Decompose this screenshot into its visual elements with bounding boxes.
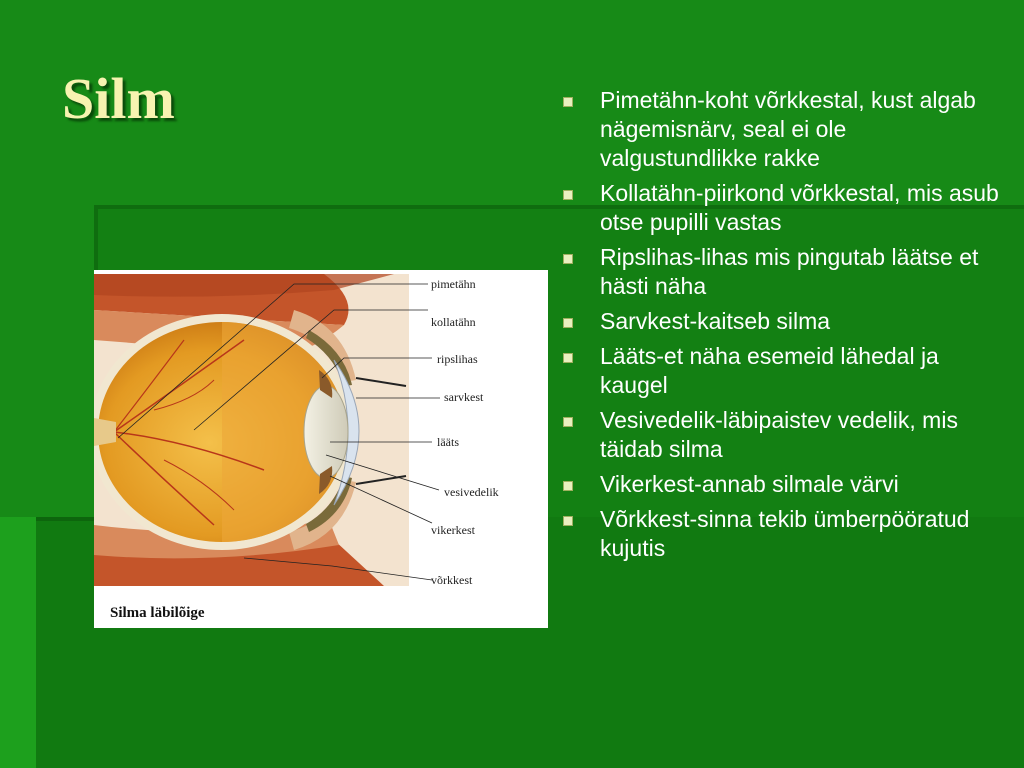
label-pimetahn: pimetähn (431, 277, 476, 291)
eye-diagram (94, 270, 548, 628)
square-bullet-icon (563, 254, 573, 264)
slide-title: Silm (62, 66, 175, 131)
bullet-item (562, 406, 1002, 464)
square-bullet-icon (563, 353, 573, 363)
square-bullet-icon (563, 190, 573, 200)
square-bullet-icon (563, 417, 573, 427)
bullet-list (562, 86, 1002, 569)
background-edge (0, 517, 36, 768)
bullet-item (562, 342, 1002, 400)
label-vorkkest: võrkkest (431, 573, 473, 587)
label-ripslihas: ripslihas (437, 352, 478, 366)
label-vesivedelik: vesivedelik (444, 485, 499, 499)
square-bullet-icon (563, 481, 573, 491)
square-bullet-icon (563, 318, 573, 328)
bullet-item (562, 243, 1002, 301)
label-laats: lääts (437, 435, 459, 449)
bullet-item (562, 86, 1002, 173)
label-kollatahn: kollatähn (431, 315, 476, 329)
eye-cross-section-illustration (94, 270, 548, 628)
label-vikerkest: vikerkest (431, 523, 475, 537)
bullet-text: Vikerkest-annab silmale värvi (600, 471, 899, 497)
bullet-text: Ripslihas-lihas mis pingutab läätse et hästi näha (600, 244, 979, 299)
bullet-text: Pimetähn-koht võrkkestal, kust algab nägemisnärv, seal ei ole valgustundlikke rakke (600, 87, 976, 171)
figure-caption: Silma läbilõige (110, 605, 205, 621)
bullet-text: Sarvkest-kaitseb silma (600, 308, 831, 334)
bullet-item (562, 505, 1002, 563)
square-bullet-icon (563, 97, 573, 107)
label-sarvkest: sarvkest (444, 390, 484, 404)
square-bullet-icon (563, 516, 573, 526)
bullet-text: Kollatähn-piirkond võrkkestal, mis asub otse pupilli vastas (600, 180, 999, 235)
bullet-item (562, 307, 1002, 336)
bullet-item (562, 179, 1002, 237)
bullet-item (562, 470, 1002, 499)
bullet-text: Vesivedelik-läbipaistev vedelik, mis täidab silma (600, 407, 958, 462)
bullet-text: Lääts-et näha esemeid lähedal ja kaugel (600, 343, 939, 398)
bullet-text: Võrkkest-sinna tekib ümberpööratud kujutis (600, 506, 970, 561)
